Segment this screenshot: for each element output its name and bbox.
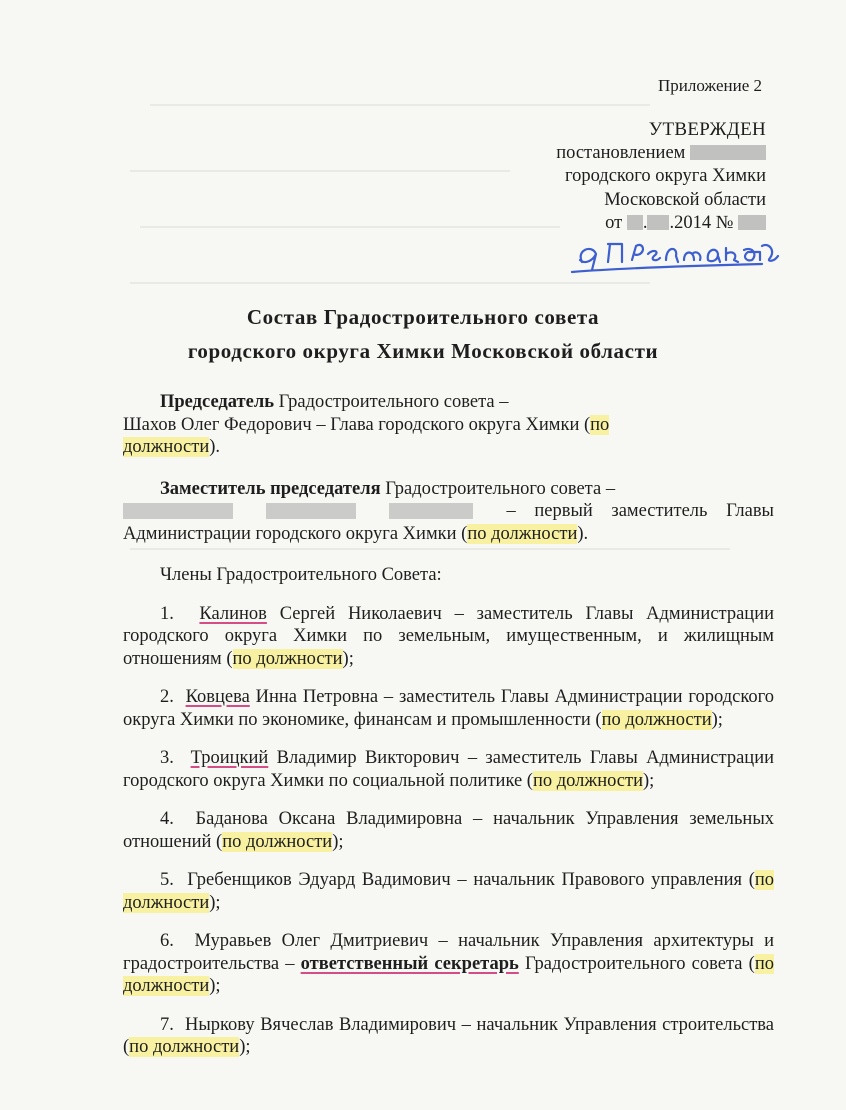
spacer	[123, 670, 774, 686]
svg-text:я предлагаю: я предлагаю	[562, 232, 568, 233]
date-line: от . .2014 №	[556, 212, 766, 236]
decree-line	[556, 142, 766, 166]
bleed-through	[130, 170, 510, 172]
member-number: 3.	[160, 748, 174, 768]
member-4	[123, 808, 774, 853]
title-line-1: Состав Градостроительного совета	[246, 305, 600, 329]
deputy-text	[123, 523, 774, 546]
member-details: Сергей Николаевич – заместитель Главы Администрации городского округа Химки по земельным, имущественным, и жилищным отношениям (	[123, 603, 775, 669]
member-surname: Ковцева	[185, 687, 250, 707]
spacer	[123, 853, 774, 869]
member-end: );	[711, 709, 723, 730]
member-5	[123, 869, 774, 914]
highlighted-text: по должности	[129, 1037, 240, 1057]
member-details: Вячеслав Владимирович – начальник Управления строительства (	[123, 1014, 775, 1057]
highlighted-text: по должности	[601, 709, 712, 730]
chairman-text	[123, 414, 774, 459]
document-body	[123, 391, 774, 1059]
highlighted-text: по должности	[123, 953, 774, 996]
redacted-block	[266, 503, 356, 519]
deputy-end: ).	[577, 523, 589, 544]
member-end: );	[332, 831, 344, 852]
appendix-label: Приложение 2	[658, 76, 762, 95]
region-line: Московской области	[604, 189, 766, 210]
member-details: Оксана Владимировна – начальник Управления земельных отношений (	[123, 809, 775, 852]
member-end: );	[342, 648, 354, 669]
chairman-heading	[123, 391, 774, 414]
date-suffix: .2014 №	[669, 213, 734, 233]
member-2	[123, 686, 774, 731]
chairman-role-rest: Градостроительного совета –	[274, 392, 509, 412]
member-6	[123, 930, 774, 998]
member-surname: Баданова	[195, 809, 268, 829]
member-details: Градостроительного совета (	[518, 953, 755, 974]
member-surname: Троицкий	[190, 748, 269, 768]
bleed-through	[150, 104, 650, 106]
member-number: 1.	[160, 603, 174, 624]
member-7	[123, 1014, 774, 1059]
spacer	[123, 914, 774, 930]
deputy-name-row	[123, 500, 774, 523]
member-end: );	[239, 1037, 251, 1057]
title-line-2: городского округа Химки Московской области	[187, 339, 659, 363]
spacer	[123, 587, 774, 603]
decree-text: постановлением	[556, 142, 686, 163]
highlighted-text: должности	[123, 437, 210, 457]
deputy-role: Заместитель председателя	[160, 478, 381, 499]
redacted-block	[690, 145, 766, 160]
member-1	[123, 603, 774, 671]
member-surname: Гребенщиков	[187, 870, 292, 890]
approved-label: УТВЕРЖДЕН	[648, 119, 766, 140]
highlighted-text: по должности	[222, 831, 333, 852]
bleed-through	[130, 282, 650, 284]
secretary-label: ответственный секретарь	[300, 953, 519, 974]
member-number: 6.	[160, 931, 174, 951]
member-end: );	[643, 770, 655, 791]
highlighted-text: по должности	[467, 523, 578, 544]
deputy-role-rest: Градостроительного совета –	[380, 478, 616, 499]
members-heading: Члены Градостроительного Совета:	[160, 565, 442, 585]
chairman-role: Председатель	[160, 392, 274, 412]
member-end: );	[209, 976, 221, 996]
member-surname: Калинов	[199, 603, 267, 624]
district-line: городского округа Химки	[564, 166, 766, 186]
member-number: 4.	[160, 809, 174, 829]
document-title	[0, 300, 846, 368]
member-surname: Ныркову	[184, 1014, 255, 1035]
redacted-block	[627, 215, 643, 230]
approval-block	[556, 118, 766, 236]
member-end: );	[209, 892, 221, 913]
redacted-block	[123, 503, 233, 519]
redacted-block	[647, 215, 669, 230]
redacted-block	[738, 215, 766, 230]
member-surname: Муравьев	[194, 931, 272, 951]
member-details: Эдуард Вадимович – начальник Правового управления (	[291, 870, 755, 890]
highlighted-text: по должности	[123, 870, 775, 913]
deputy-position: – первый заместитель Главы	[506, 501, 774, 521]
member-number: 2.	[160, 687, 174, 707]
highlighted-text: по должности	[532, 770, 643, 791]
spacer	[123, 459, 774, 478]
spacer	[123, 545, 774, 564]
member-details: Олег Дмитриевич – начальник Управления архитектуры и градостроительства –	[123, 931, 775, 974]
spacer	[123, 731, 774, 747]
bleed-through	[140, 226, 560, 228]
date-prefix: от	[605, 213, 623, 233]
spacer	[123, 998, 774, 1014]
spacer	[123, 792, 774, 808]
member-details: Инна Петровна – заместитель Главы Администрации городского округа Химки по экономике, финансам и промышленности (	[123, 687, 774, 730]
handwritten-note	[562, 232, 792, 278]
highlighted-text: по	[590, 414, 610, 435]
member-number: 7.	[160, 1014, 174, 1035]
deputy-admin: Администрации городского округа Химки (	[123, 523, 468, 544]
member-number: 5.	[160, 870, 174, 890]
chairman-name: Шахов Олег Федорович – Глава городского округа Химки (	[123, 414, 591, 435]
highlighted-text: по должности	[232, 648, 343, 669]
deputy-heading	[123, 478, 774, 501]
member-details: Владимир Викторович – заместитель Главы Администрации городского округа Химки по социальной политике (	[123, 748, 774, 791]
member-3	[123, 747, 774, 792]
chairman-end: ).	[209, 437, 221, 457]
redacted-block	[389, 503, 473, 519]
